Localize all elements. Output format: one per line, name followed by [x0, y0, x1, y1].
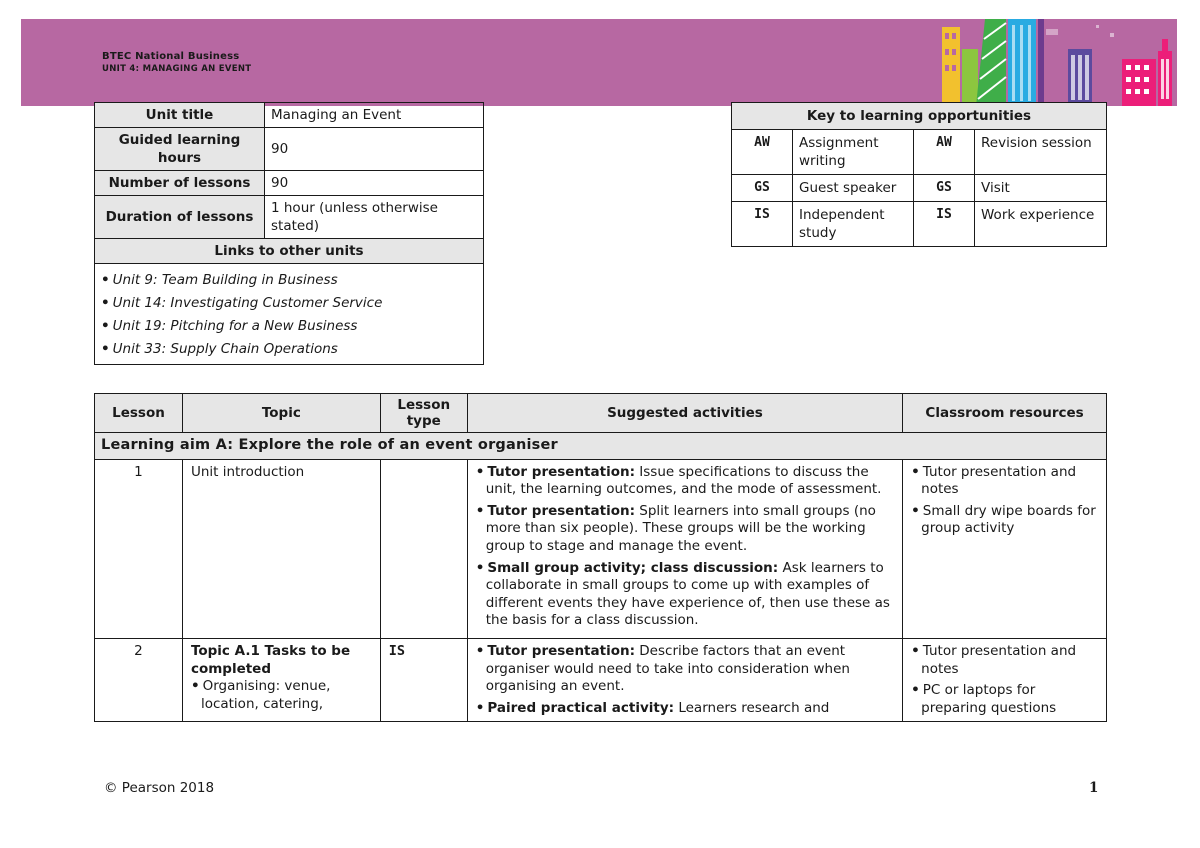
learning-aim-heading: Learning aim A: Explore the role of an event organiser	[95, 433, 1107, 460]
key-code: GS	[914, 175, 975, 202]
resources-cell	[903, 638, 1107, 721]
unit-value: Managing an Event	[265, 103, 484, 128]
activity-item: • Tutor presentation: Describe factors that an event organiser would need to take into consideration when organising an event.	[476, 643, 894, 696]
col-header-lesson-type: Lesson type	[380, 394, 467, 433]
key-heading: Key to learning opportunities	[732, 103, 1107, 130]
links-cell	[95, 264, 484, 365]
table-row	[95, 638, 1107, 721]
lesson-type: IS	[380, 638, 467, 721]
header-text	[102, 50, 251, 76]
header-title: BTEC National Business	[102, 51, 240, 62]
unit-value: 1 hour (unless otherwise stated)	[265, 196, 484, 239]
resources-list	[911, 643, 1098, 717]
col-header-lesson: Lesson	[95, 394, 183, 433]
page-number: 1	[1089, 780, 1099, 796]
col-header-topic: Topic	[182, 394, 380, 433]
lesson-number: 2	[95, 638, 183, 721]
resource-item: • Tutor presentation and notes	[911, 643, 1098, 678]
resources-cell	[903, 459, 1107, 638]
links-heading: Links to other units	[95, 239, 484, 264]
topic-cell	[182, 638, 380, 721]
col-header-resources: Classroom resources	[903, 394, 1107, 433]
topic-bullets	[191, 678, 372, 713]
activity-item: • Tutor presentation: Split learners into small groups (no more than six people). These groups will be the working group to stage and manage the event.	[476, 503, 894, 556]
unit-row-duration	[95, 196, 484, 239]
lesson-type	[380, 459, 467, 638]
key-row	[732, 175, 1107, 202]
activities-cell	[467, 459, 902, 638]
key-desc: Work experience	[975, 202, 1107, 247]
key-code: IS	[732, 202, 793, 247]
lesson-plan-table	[94, 393, 1107, 722]
unit-label: Duration of lessons	[95, 196, 265, 239]
resources-list	[911, 464, 1098, 538]
topic-title: Topic A.1 Tasks to be completed	[190, 642, 351, 677]
unit-value: 90	[265, 128, 484, 171]
header-subtitle: UNIT 4: MANAGING AN EVENT	[102, 64, 252, 74]
key-desc: Independent study	[793, 202, 914, 247]
key-desc: Revision session	[975, 130, 1107, 175]
key-row	[732, 202, 1107, 247]
copyright-text: © Pearson 2018	[104, 780, 215, 796]
unit-info-table	[94, 102, 484, 365]
key-code: GS	[732, 175, 793, 202]
key-desc: Visit	[975, 175, 1107, 202]
lesson-number: 1	[95, 459, 183, 638]
activity-item: • Small group activity; class discussion: Ask learners to collaborate in small groups to come up with examples of different events they have experience of, then use these as the basis for a class discussion.	[476, 560, 894, 630]
unit-row-lessons	[95, 171, 484, 196]
table-row	[95, 459, 1107, 638]
key-code: AW	[914, 130, 975, 175]
key-code: IS	[914, 202, 975, 247]
key-table	[731, 102, 1107, 247]
unit-label: Number of lessons	[95, 171, 265, 196]
activities-cell	[467, 638, 902, 721]
links-list	[101, 267, 477, 361]
activity-item: • Paired practical activity: Learners research and	[476, 700, 894, 718]
link-unit-9: • Unit 9: Team Building in Business	[101, 269, 477, 292]
unit-value: 90	[265, 171, 484, 196]
unit-label: Guided learning hours	[95, 128, 265, 171]
topic-cell	[182, 459, 380, 638]
key-row	[732, 130, 1107, 175]
key-desc: Assignment writing	[793, 130, 914, 175]
link-unit-33: • Unit 33: Supply Chain Operations	[101, 338, 477, 361]
link-unit-19: • Unit 19: Pitching for a New Business	[101, 315, 477, 338]
key-desc: Guest speaker	[793, 175, 914, 202]
unit-row-title	[95, 103, 484, 128]
link-unit-14: • Unit 14: Investigating Customer Service	[101, 292, 477, 315]
activity-item: • Tutor presentation: Issue specifications to discuss the unit, the learning outcomes, and the mode of assessment.	[476, 464, 894, 499]
lesson-table-header	[95, 394, 1107, 433]
resource-item: • PC or laptops for preparing questions	[911, 682, 1098, 717]
unit-label: Unit title	[95, 103, 265, 128]
activities-list	[476, 464, 894, 630]
city-skyline-illustration	[940, 19, 1177, 106]
activities-list	[476, 643, 894, 717]
resource-item: • Tutor presentation and notes	[911, 464, 1098, 499]
resource-item: • Small dry wipe boards for group activity	[911, 503, 1098, 538]
col-header-activities: Suggested activities	[467, 394, 902, 433]
topic-bullet: • Organising: venue, location, catering,	[191, 678, 372, 713]
topic-text: Unit introduction	[190, 463, 305, 480]
key-code: AW	[732, 130, 793, 175]
unit-row-glh	[95, 128, 484, 171]
